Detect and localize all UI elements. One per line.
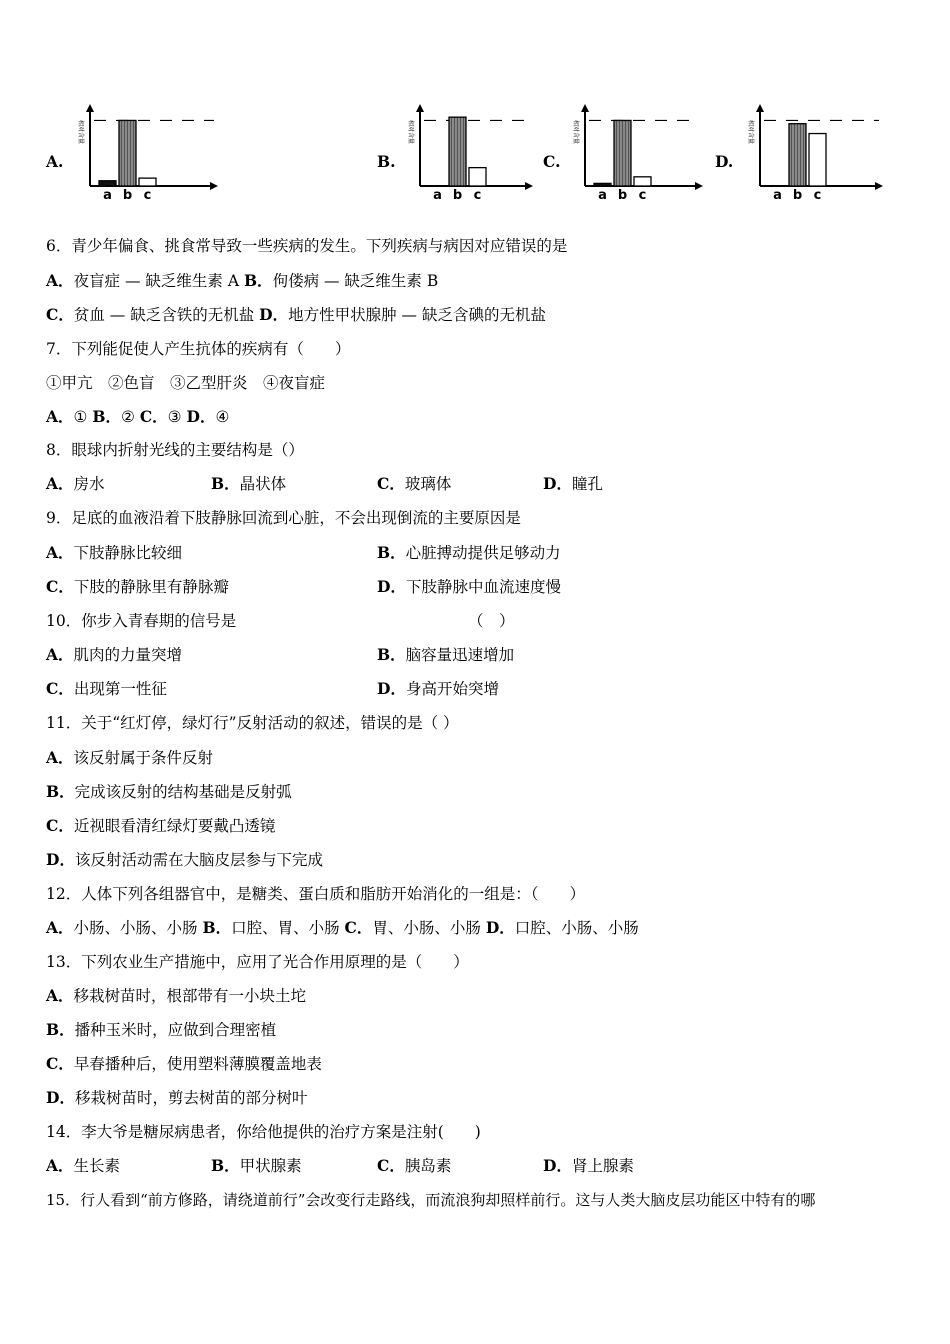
y-axis-arrow-icon: [756, 104, 764, 112]
q10-b: 脑容量迅速增加: [405, 646, 515, 664]
x-tick-b: b: [792, 188, 803, 203]
x-tick-b: b: [452, 188, 463, 203]
q10-d-label: D．: [377, 679, 406, 698]
q6-stem: 6．青少年偏食、挑食常导致一些疾病的发生。下列疾病与病因对应错误的是: [46, 237, 568, 255]
bar-b: [614, 120, 631, 186]
q9-d: 下肢静脉中血流速度慢: [405, 578, 561, 596]
chart-a-label: A.: [46, 152, 64, 171]
q11-option-a: [46, 748, 213, 768]
chart-b: [400, 100, 535, 205]
bar-b: [449, 117, 466, 186]
x-tick-b: b: [122, 188, 133, 203]
q9-option-d: [377, 577, 561, 597]
x-tick-c: c: [638, 188, 647, 203]
q14-c: 胰岛素: [404, 1157, 452, 1175]
q14-option-b: [211, 1156, 302, 1176]
q12-stem: 12．人体下列各组器官中，是糖类、蛋白质和脂肪开始消化的一组是：（ ）: [46, 885, 585, 903]
chart-c-label: C.: [543, 152, 561, 171]
q11-option-d: [46, 850, 323, 870]
chart-c: [565, 100, 705, 205]
bar-b: [789, 124, 806, 186]
q6-c-label: C．: [46, 305, 74, 324]
q9-b-label: B．: [377, 543, 406, 562]
x-tick-a: a: [773, 188, 782, 203]
q9-d-label: D．: [377, 577, 406, 596]
q10-paren: （ ）: [468, 612, 515, 630]
q12-c: 胃、小肠、小肠: [372, 919, 481, 937]
y-axis-label: 相对含量: [572, 120, 579, 145]
q6-options-ab: [46, 271, 438, 291]
q6-b: 佝偻病 — 缺乏维生素 B: [272, 272, 439, 290]
q8-a: 房水: [73, 475, 105, 493]
q7-stem: 7．下列能促使人产生抗体的疾病有（ ）: [46, 340, 351, 358]
q10-b-label: B．: [377, 645, 406, 664]
q14-a: 生长素: [73, 1157, 121, 1175]
q11-d-label: D．: [46, 850, 75, 869]
q6-a-label: A．: [46, 271, 74, 290]
q9-a-label: A．: [46, 543, 74, 562]
q8-c: 玻璃体: [404, 475, 452, 493]
q14-option-d: [543, 1156, 634, 1176]
q6-a: 夜盲症 — 缺乏维生素 A: [73, 272, 240, 290]
q6-d-label: D．: [259, 305, 289, 324]
q8-option-d: [543, 474, 603, 494]
q7-a: ①: [73, 408, 88, 426]
chart-a: [70, 100, 220, 205]
q13-b: 播种玉米时，应做到合理密植: [74, 1021, 277, 1039]
q12-a: 小肠、小肠、小肠: [73, 919, 198, 937]
q11-c-label: C．: [46, 816, 74, 835]
q7-d-label: D．: [186, 407, 216, 426]
q9-option-c: [46, 577, 229, 597]
q13-a: 移栽树苗时，根部带有一小块土坨: [73, 987, 307, 1005]
q7-b: ②: [120, 408, 135, 426]
q9-stem: 9．足底的血液沿着下肢静脉回流到心脏，不会出现倒流的主要原因是: [46, 509, 521, 527]
q7-options: [46, 407, 229, 427]
q8-b-label: B．: [211, 474, 240, 493]
q14-b-label: B．: [211, 1156, 240, 1175]
q9-c: 下肢的静脉里有静脉瓣: [73, 578, 229, 596]
q8-d-label: D．: [543, 474, 572, 493]
q7-b-label: B．: [92, 407, 121, 426]
q10-option-d: [377, 679, 499, 699]
q12-d: 口腔、小肠、小肠: [514, 919, 639, 937]
q11-option-c: [46, 816, 275, 836]
q15-stem: 15．行人看到“前方修路，请绕道前行”会改变行走路线，而流浪狗却照样前行。这与人类大脑皮层功能区中特有的哪: [46, 1191, 816, 1209]
q13-option-a: [46, 986, 306, 1006]
q11-option-b: [46, 782, 292, 802]
q8-option-c: [377, 474, 451, 494]
q11-c: 近视眼看清红绿灯要戴凸透镜: [73, 817, 276, 835]
y-axis-label: 相对含量: [407, 120, 414, 145]
q10-d: 身高开始突增: [405, 680, 499, 698]
q14-d: 肾上腺素: [571, 1157, 634, 1175]
y-axis-label: 相对含量: [77, 120, 84, 145]
x-axis-arrow-icon: [525, 182, 533, 190]
q12-b: 口腔、胃、小肠: [231, 919, 340, 937]
q14-option-a: [46, 1156, 120, 1176]
bar-c: [634, 177, 651, 186]
q10-a-label: A．: [46, 645, 74, 664]
q13-d-label: D．: [46, 1088, 75, 1107]
q13-stem: 13．下列农业生产措施中，应用了光合作用原理的是（ ）: [46, 953, 469, 971]
q13-option-d: [46, 1088, 307, 1108]
q8-option-a: [46, 474, 105, 494]
q11-stem: 11．关于“红灯停，绿灯行”反射活动的叙述，错误的是（ ）: [46, 714, 459, 732]
x-tick-b: b: [617, 188, 628, 203]
y-axis-label: 相对含量: [747, 120, 754, 145]
q13-d: 移栽树苗时，剪去树苗的部分树叶: [74, 1089, 308, 1107]
q12-d-label: D．: [485, 918, 515, 937]
q14-a-label: A．: [46, 1156, 74, 1175]
q12-options: [46, 918, 639, 938]
q14-c-label: C．: [377, 1156, 405, 1175]
chart-b-label: B.: [377, 152, 396, 171]
q11-a: 该反射属于条件反射: [73, 749, 214, 767]
q9-a: 下肢静脉比较细: [73, 544, 183, 562]
bar-b: [119, 120, 136, 186]
x-axis-arrow-icon: [210, 182, 218, 190]
q7-d: ④: [215, 408, 230, 426]
q10-stem: 10．你步入青春期的信号是: [46, 612, 237, 630]
x-axis-arrow-icon: [695, 182, 703, 190]
q14-b: 甲状腺素: [239, 1157, 302, 1175]
q10-option-b: [377, 645, 514, 665]
chart-d-label: D.: [715, 152, 734, 171]
q6-b-label: B．: [243, 271, 273, 290]
x-tick-c: c: [143, 188, 152, 203]
q10-c-label: C．: [46, 679, 74, 698]
q8-c-label: C．: [377, 474, 405, 493]
q6-options-cd: [46, 305, 546, 325]
q11-b: 完成该反射的结构基础是反射弧: [74, 783, 292, 801]
q10-a: 肌肉的力量突增: [73, 646, 183, 664]
q12-b-label: B．: [202, 918, 232, 937]
q13-c: 早春播种后，使用塑料薄膜覆盖地表: [73, 1055, 322, 1073]
q11-b-label: B．: [46, 782, 75, 801]
x-tick-a: a: [598, 188, 607, 203]
q14-stem: 14．李大爷是糖尿病患者，你给他提供的治疗方案是注射( ): [46, 1123, 481, 1141]
q7-c-label: C．: [139, 407, 168, 426]
bar-a: [594, 183, 611, 186]
y-axis-arrow-icon: [581, 104, 589, 112]
q8-stem: 8．眼球内折射光线的主要结构是（）: [46, 441, 304, 459]
y-axis-arrow-icon: [416, 104, 424, 112]
q11-a-label: A．: [46, 748, 74, 767]
q11-d: 该反射活动需在大脑皮层参与下完成: [74, 851, 323, 869]
q9-option-a: [46, 543, 182, 563]
q7-items: ①甲亢 ②色盲 ③乙型肝炎 ④夜盲症: [46, 374, 326, 392]
q8-option-b: [211, 474, 286, 494]
bar-c: [809, 134, 826, 186]
q14-option-c: [377, 1156, 451, 1176]
q7-c: ③: [167, 408, 182, 426]
q8-b: 晶状体: [239, 475, 287, 493]
q8-d: 瞳孔: [571, 475, 603, 493]
q10-option-c: [46, 679, 167, 699]
q13-b-label: B．: [46, 1020, 75, 1039]
q12-c-label: C．: [344, 918, 373, 937]
x-tick-c: c: [473, 188, 482, 203]
q8-a-label: A．: [46, 474, 74, 493]
q12-a-label: A．: [46, 918, 74, 937]
q7-a-label: A．: [46, 407, 74, 426]
q13-a-label: A．: [46, 986, 74, 1005]
q9-c-label: C．: [46, 577, 74, 596]
x-tick-c: c: [813, 188, 822, 203]
q10-option-a: [46, 645, 182, 665]
q13-option-c: [46, 1054, 322, 1074]
y-axis-arrow-icon: [86, 104, 94, 112]
q9-option-b: [377, 543, 561, 563]
x-axis-arrow-icon: [875, 182, 883, 190]
bar-a: [99, 181, 116, 186]
q6-d: 地方性甲状腺肿 — 缺乏含碘的无机盐: [288, 306, 546, 324]
q10-c: 出现第一性征: [73, 680, 167, 698]
x-tick-a: a: [103, 188, 112, 203]
q9-b: 心脏搏动提供足够动力: [405, 544, 561, 562]
x-tick-a: a: [433, 188, 442, 203]
q13-option-b: [46, 1020, 276, 1040]
bar-c: [469, 168, 486, 186]
q13-c-label: C．: [46, 1054, 74, 1073]
bar-c: [139, 178, 156, 186]
q6-c: 贫血 — 缺乏含铁的无机盐: [73, 306, 255, 324]
q14-d-label: D．: [543, 1156, 572, 1175]
chart-d: [740, 100, 885, 205]
